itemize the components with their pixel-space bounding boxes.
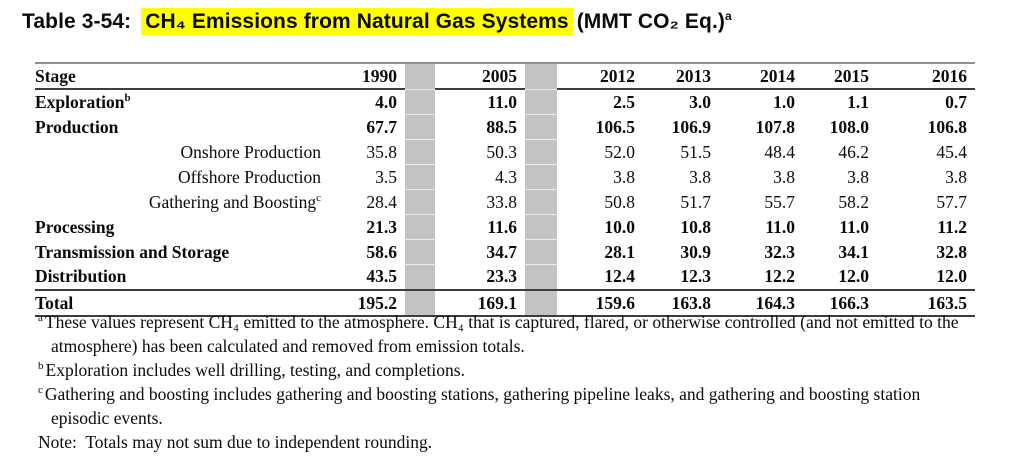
value-cell: 3.5 bbox=[375, 166, 397, 187]
column-header-year: 1990 bbox=[331, 63, 405, 89]
table-body bbox=[35, 89, 975, 316]
stage-label: Total bbox=[35, 290, 331, 316]
value-cell: 48.4 bbox=[764, 141, 795, 162]
table-row bbox=[35, 239, 975, 264]
value-cell: 55.7 bbox=[764, 191, 795, 212]
table-row bbox=[35, 214, 975, 239]
stage-label: Production bbox=[35, 116, 119, 137]
table-row bbox=[35, 189, 975, 214]
value-cell: 11.0 bbox=[765, 216, 795, 237]
value-cell: 12.3 bbox=[680, 266, 711, 287]
value-cell: 106.9 bbox=[671, 116, 711, 137]
stage-label: Exploration$^b$ bbox=[35, 92, 131, 112]
stage-label: Distribution bbox=[35, 266, 127, 287]
note: Note: Totals may not sum due to independent rounding. bbox=[38, 432, 433, 452]
table-row bbox=[35, 139, 975, 164]
stage-label: Onshore Production bbox=[180, 141, 321, 162]
stage-label: Transmission and Storage bbox=[35, 241, 230, 262]
value-cell: 3.8 bbox=[689, 166, 711, 187]
page-title bbox=[22, 10, 732, 34]
footnote-marker: b bbox=[124, 92, 131, 105]
value-cell: 45.4 bbox=[936, 141, 967, 162]
stage-label: Offshore Production bbox=[177, 166, 321, 187]
value-cell: 12.2 bbox=[764, 266, 795, 287]
value-cell: 35.8 bbox=[366, 141, 397, 162]
spacer-column bbox=[405, 239, 435, 264]
emissions-table bbox=[35, 62, 975, 317]
footnote-marker: c bbox=[38, 384, 43, 397]
spacer-column bbox=[525, 63, 557, 89]
value-cell: 195.2 bbox=[331, 290, 405, 316]
spacer-column bbox=[405, 89, 435, 114]
value-cell: 46.2 bbox=[838, 141, 869, 162]
spacer-column bbox=[405, 114, 435, 139]
value-cell: 12.0 bbox=[936, 266, 967, 287]
header-row bbox=[35, 63, 975, 89]
value-cell: 3.0 bbox=[689, 92, 711, 112]
column-header-year: 2015 bbox=[803, 63, 877, 89]
value-cell: 10.8 bbox=[680, 216, 711, 237]
value-cell: 169.1 bbox=[435, 290, 525, 316]
value-cell: 11.6 bbox=[487, 216, 517, 237]
value-cell: 106.8 bbox=[927, 116, 967, 137]
column-header-year: 2016 bbox=[877, 63, 975, 89]
column-header-year: 2012 bbox=[557, 63, 643, 89]
value-cell: 67.7 bbox=[366, 116, 397, 137]
value-cell: 163.8 bbox=[643, 290, 719, 316]
value-cell: 108.0 bbox=[829, 116, 869, 137]
table-row bbox=[35, 264, 975, 290]
value-cell: 51.7 bbox=[680, 191, 711, 212]
title-highlight: CH₄ Emissions from Natural Gas Systems bbox=[141, 8, 572, 35]
value-cell: 11.0 bbox=[487, 92, 517, 112]
spacer-column bbox=[525, 264, 557, 290]
value-cell: 159.6 bbox=[557, 290, 643, 316]
value-cell: 23.3 bbox=[486, 266, 517, 287]
footnote: $^c$ Gathering and boosting includes gathering and boosting stations, gathering pipeline leaks, and gathering and boosting station episodic events. bbox=[38, 384, 921, 428]
spacer-column bbox=[525, 239, 557, 264]
footnote-marker: c bbox=[316, 191, 321, 204]
value-cell: 11.2 bbox=[937, 216, 967, 237]
spacer-column bbox=[525, 164, 557, 189]
spacer-column bbox=[405, 264, 435, 290]
value-cell: 50.8 bbox=[604, 191, 635, 212]
spacer-column bbox=[405, 189, 435, 214]
column-header-stage: Stage bbox=[35, 63, 331, 89]
value-cell: 58.2 bbox=[838, 191, 869, 212]
table-header bbox=[35, 63, 975, 89]
spacer-column bbox=[405, 164, 435, 189]
title-footnote-marker: a bbox=[724, 9, 732, 23]
spacer-column bbox=[405, 139, 435, 164]
value-cell: 4.3 bbox=[495, 166, 517, 187]
value-cell: 106.5 bbox=[595, 116, 635, 137]
value-cell: 52.0 bbox=[604, 141, 635, 162]
value-cell: 12.0 bbox=[838, 266, 869, 287]
value-cell: 21.3 bbox=[366, 216, 397, 237]
value-cell: 58.6 bbox=[366, 241, 397, 262]
footnote-marker: a bbox=[38, 312, 43, 325]
footnotes bbox=[38, 310, 968, 454]
spacer-column bbox=[525, 89, 557, 114]
column-header-year: 2014 bbox=[719, 63, 803, 89]
value-cell: 51.5 bbox=[680, 141, 711, 162]
spacer-column bbox=[405, 214, 435, 239]
value-cell: 32.8 bbox=[936, 241, 967, 262]
stage-label: Processing bbox=[35, 216, 115, 237]
value-cell: 88.5 bbox=[486, 116, 517, 137]
value-cell: 1.1 bbox=[847, 92, 869, 112]
footnote-marker: b bbox=[38, 360, 44, 373]
value-cell: 3.8 bbox=[613, 166, 635, 187]
value-cell: 33.8 bbox=[486, 191, 517, 212]
title-units: (MMT CO₂ Eq.) bbox=[576, 10, 725, 33]
value-cell: 50.3 bbox=[486, 141, 517, 162]
value-cell: 57.7 bbox=[936, 191, 967, 212]
value-cell: 12.4 bbox=[604, 266, 635, 287]
footnote: $^a$ These values represent CH₄ emitted to the atmosphere. CH₄ that is captured, flared, or otherwise controlled (and not emitted to the atmosphere) has been calculated and removed from emission totals. bbox=[38, 312, 959, 356]
table-number: Table 3-54: bbox=[22, 10, 132, 33]
value-cell: 34.1 bbox=[838, 241, 869, 262]
value-cell: 1.0 bbox=[773, 92, 795, 112]
value-cell: 0.7 bbox=[945, 92, 967, 112]
column-header-year: 2013 bbox=[643, 63, 719, 89]
value-cell: 107.8 bbox=[755, 116, 795, 137]
stage-label: Gathering and Boosting$^c$ bbox=[148, 191, 321, 212]
value-cell: 11.0 bbox=[839, 216, 869, 237]
value-cell: 43.5 bbox=[366, 266, 397, 287]
value-cell: 3.8 bbox=[945, 166, 967, 187]
value-cell: 4.0 bbox=[375, 92, 397, 112]
table-row bbox=[35, 89, 975, 114]
spacer-column bbox=[525, 214, 557, 239]
table-row bbox=[35, 164, 975, 189]
spacer-column bbox=[525, 139, 557, 164]
value-cell: 28.4 bbox=[366, 191, 397, 212]
value-cell: 28.1 bbox=[604, 241, 635, 262]
spacer-column bbox=[405, 63, 435, 89]
column-header-year: 2005 bbox=[435, 63, 525, 89]
spacer-column bbox=[525, 189, 557, 214]
value-cell: 32.3 bbox=[764, 241, 795, 262]
table-row bbox=[35, 114, 975, 139]
value-cell: 30.9 bbox=[680, 241, 711, 262]
spacer-column bbox=[525, 114, 557, 139]
value-cell: 166.3 bbox=[803, 290, 877, 316]
footnote: $^b$ Exploration includes well drilling, testing, and completions. bbox=[38, 360, 465, 380]
value-cell: 3.8 bbox=[773, 166, 795, 187]
value-cell: 34.7 bbox=[486, 241, 517, 262]
value-cell: 2.5 bbox=[613, 92, 635, 112]
value-cell: 164.3 bbox=[719, 290, 803, 316]
value-cell: 10.0 bbox=[604, 216, 635, 237]
value-cell: 163.5 bbox=[877, 290, 975, 316]
value-cell: 3.8 bbox=[847, 166, 869, 187]
